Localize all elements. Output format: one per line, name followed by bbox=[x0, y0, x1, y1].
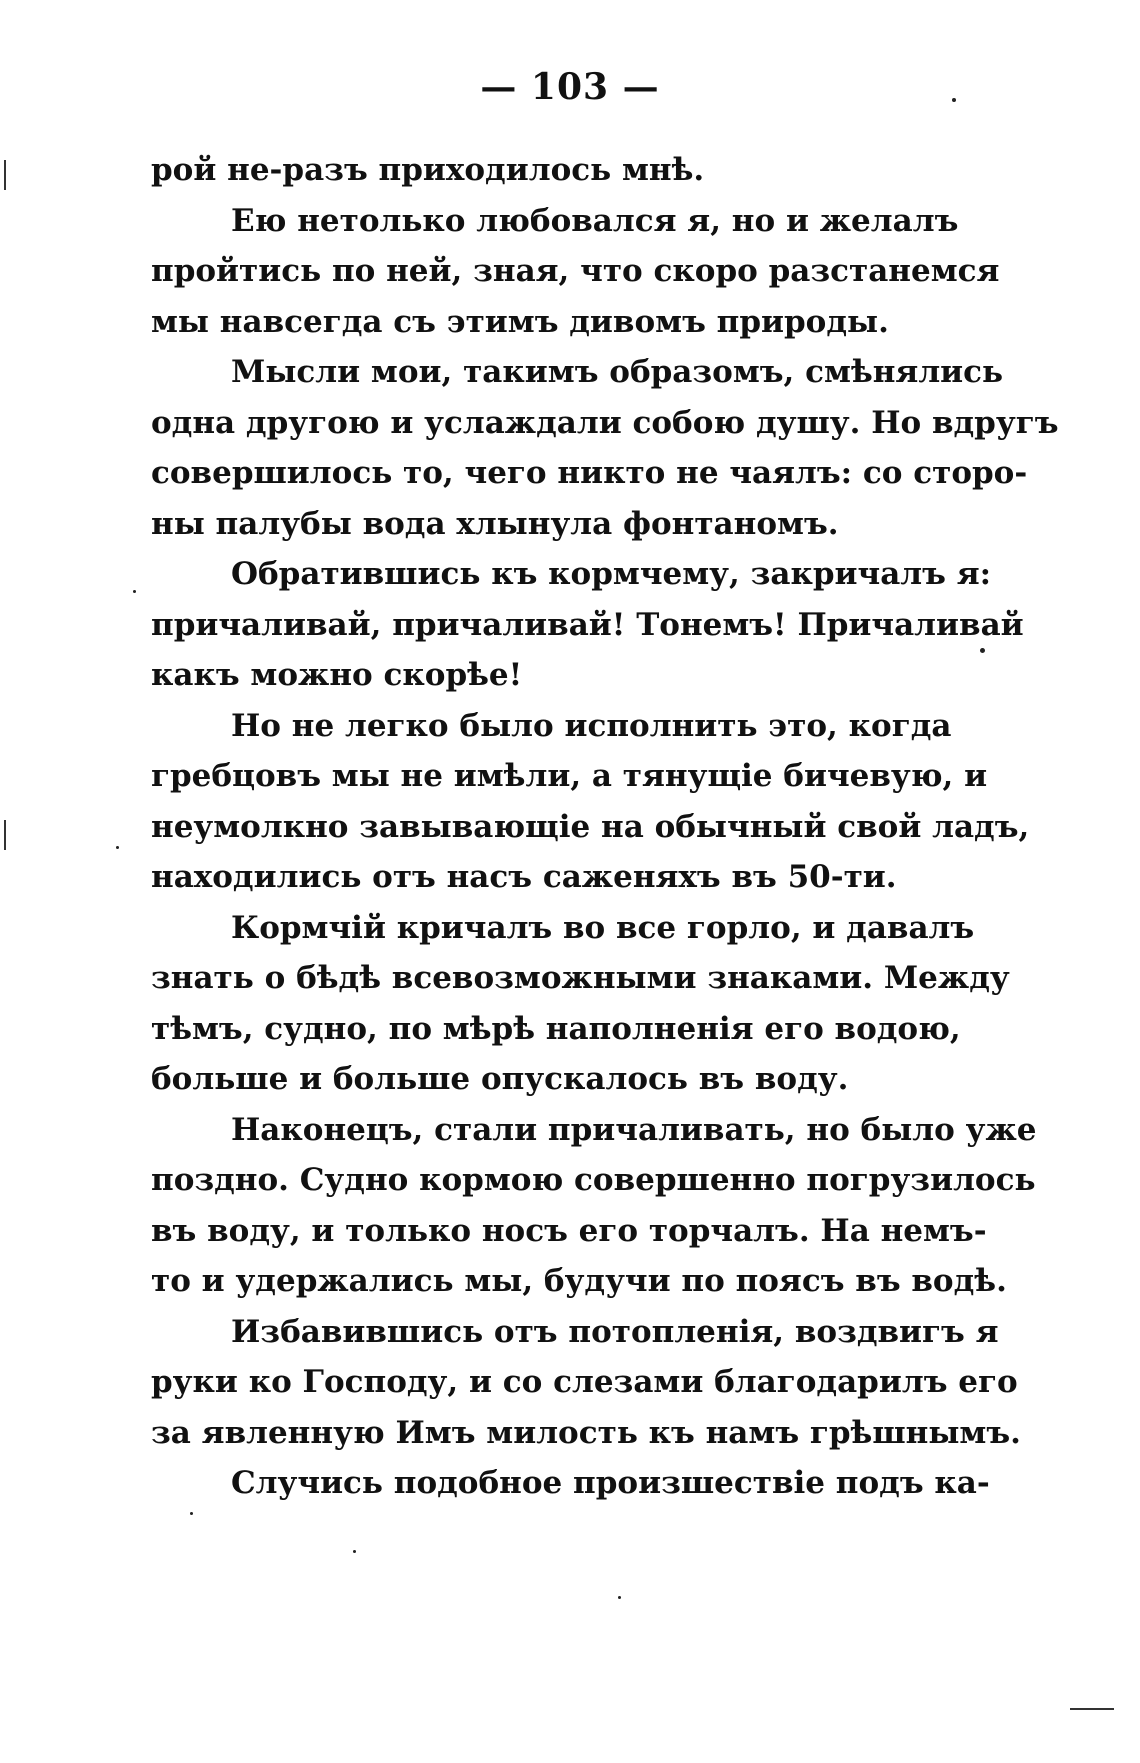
text-line: Мысли мои, такимъ образомъ, смѣнялись bbox=[231, 354, 1004, 390]
scan-speck bbox=[618, 1596, 621, 1599]
text-line: рой не-разъ приходилось мнѣ. bbox=[151, 152, 705, 188]
text-line: неумолкно завывающіе на обычный свой ладъ, bbox=[151, 808, 1030, 845]
scan-speck bbox=[353, 1550, 356, 1553]
body-text bbox=[151, 145, 1059, 1509]
text-line: какъ можно скорѣе! bbox=[151, 657, 523, 693]
text-line: Наконецъ, стали причаливать, но было уже bbox=[231, 1111, 1037, 1148]
text-line: находились отъ насъ саженяхъ въ 50-ти. bbox=[151, 859, 897, 895]
text-line: поздно. Судно кормою совершенно погрузилось bbox=[151, 1162, 1036, 1198]
text-line: гребцовъ мы не имѣли, а тянущіе бичевую, и bbox=[151, 758, 988, 794]
text-line: Но не легко было исполнить это, когда bbox=[231, 707, 952, 744]
text-line: ны палубы вода хлынула фонтаномъ. bbox=[151, 505, 839, 542]
text-line: знать о бѣдѣ всевозможными знаками. Между bbox=[151, 960, 1010, 996]
text-line: руки ко Господу, и со слезами благодарилъ его bbox=[151, 1364, 1018, 1400]
margin-line bbox=[4, 160, 6, 190]
scan-speck bbox=[952, 98, 956, 102]
scan-speck bbox=[133, 590, 136, 593]
text-line: Ею нетолько любовался я, но и желалъ bbox=[231, 202, 959, 239]
text-line: въ воду, и только носъ его торчалъ. На немъ- bbox=[151, 1212, 987, 1249]
scan-speck bbox=[190, 1512, 193, 1515]
text-line: Избавившись отъ потопленія, воздвигъ я bbox=[231, 1313, 999, 1350]
text-line: Случись подобное произшествіе подъ ка- bbox=[231, 1465, 990, 1501]
text-line: Кормчій кричалъ во все горло, и давалъ bbox=[231, 909, 975, 946]
text-line: тѣмъ, судно, по мѣрѣ наполненія его водою, bbox=[151, 1010, 961, 1047]
text-line: мы навсегда съ этимъ дивомъ природы. bbox=[151, 303, 889, 340]
text-line: за явленную Имъ милость къ намъ грѣшнымъ. bbox=[151, 1414, 1021, 1451]
text-line: то и удержались мы, будучи по поясъ въ водѣ. bbox=[151, 1263, 1007, 1299]
text-line: пройтись по ней, зная, что скоро разстанемся bbox=[151, 253, 1000, 289]
text-line: причаливай, причаливай! Тонемъ! Причаливай bbox=[151, 606, 1024, 643]
page-number: — 103 — bbox=[480, 66, 660, 108]
text-line: одна другою и услаждали собою душу. Но вдругъ bbox=[151, 404, 1059, 441]
text-line: совершилось то, чего никто не чаялъ: со сторо- bbox=[151, 455, 1028, 491]
scan-speck bbox=[980, 648, 985, 653]
text-line: Обратившись къ кормчему, закричалъ я: bbox=[231, 556, 992, 592]
margin-line bbox=[4, 820, 6, 850]
text-line: больше и больше опускалось въ воду. bbox=[151, 1061, 849, 1097]
margin-line bbox=[1070, 1708, 1114, 1710]
scan-speck bbox=[116, 846, 119, 849]
